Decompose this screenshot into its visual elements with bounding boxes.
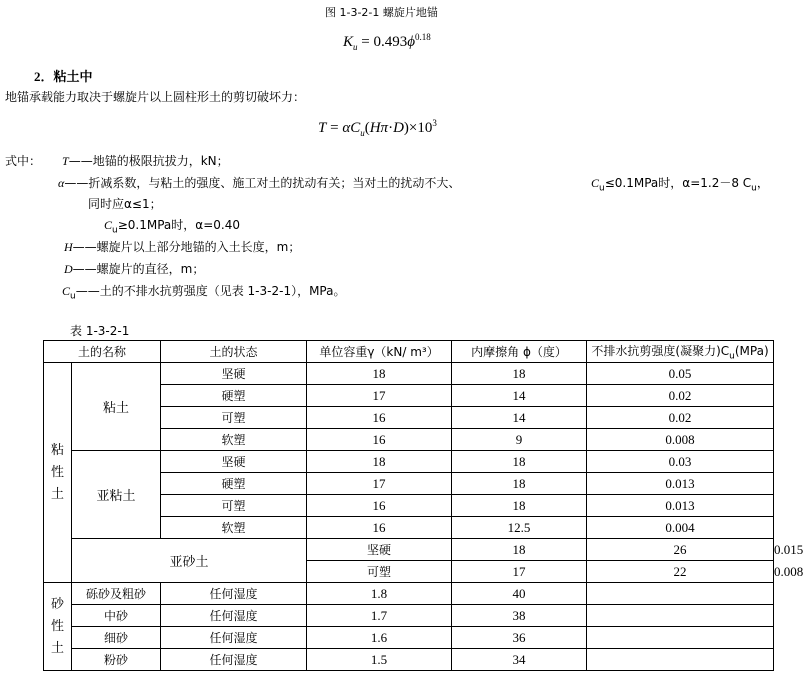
def-h-text: ——螺旋片以上部分地锚的入土长度，m；: [72, 240, 301, 254]
cell-gamma: 17: [307, 473, 452, 495]
group-sand-char: 土: [50, 640, 64, 656]
table-row: [44, 627, 774, 649]
cell-gamma: 16: [307, 429, 452, 451]
cell-gamma: 17: [307, 385, 452, 407]
group-sand: [44, 583, 72, 671]
table-row: [44, 583, 774, 605]
soil-subclay: 亚粘土: [72, 451, 161, 539]
cell-state: 软塑: [161, 429, 307, 451]
def-alpha-cond1-text: ≤0.1MPa时，: [604, 176, 683, 190]
formula-t-c-sub: u: [360, 128, 365, 138]
def-alpha-cond2-text: ≥0.1MPa时，: [117, 218, 196, 232]
cell-phi: 34: [452, 649, 587, 671]
formula-t-exp: 3: [432, 118, 437, 128]
cell-state: 坚硬: [161, 451, 307, 473]
cell-gamma: 1.8: [307, 583, 452, 605]
cell-soil-name: 粉砂: [72, 649, 161, 671]
cell-phi: 38: [452, 605, 587, 627]
cell-cu: 0.02: [587, 407, 774, 429]
cell-phi: 12.5: [452, 517, 587, 539]
cell-state: 可塑: [161, 495, 307, 517]
table-row: [44, 605, 774, 627]
formula-t-times: ×10: [408, 120, 433, 136]
header-soil-name: 土的名称: [44, 341, 161, 363]
def-cu-sub: u: [70, 291, 76, 302]
header-soil-state: 土的状态: [161, 341, 307, 363]
header-shear-strength: [587, 341, 774, 363]
cell-state: 硬塑: [161, 473, 307, 495]
formula-t-paren-close: ): [403, 120, 409, 136]
def-alpha-sym: α: [58, 176, 65, 190]
cell-cu: [587, 627, 774, 649]
cell-gamma: 16: [307, 407, 452, 429]
formula-t-pi: π: [380, 120, 389, 136]
def-alpha-line2: 同时应α≤1；: [88, 197, 162, 211]
cell-state: 任何湿度: [161, 583, 307, 605]
def-alpha-cond1-val-sub: u: [751, 183, 757, 194]
table-row: 亚砂土 坚硬 18 26 0.015: [44, 539, 774, 561]
cell-soil-name: 细砂: [72, 627, 161, 649]
formula-ku-rhs: = 0.493: [357, 34, 408, 50]
group-sand-char: 性: [50, 618, 64, 634]
table-row: [44, 451, 774, 473]
cell-phi: 36: [452, 627, 587, 649]
cell-phi: 14: [452, 407, 587, 429]
cell-phi: 18: [452, 473, 587, 495]
formula-ku-sub: u: [353, 42, 358, 52]
cell-phi: 40: [452, 583, 587, 605]
def-cu: [62, 282, 345, 301]
group-clay-char: 粘: [50, 442, 64, 458]
cell-state: 坚硬: [307, 539, 452, 561]
formula-t-h: H: [369, 120, 381, 136]
def-alpha-cond1: [591, 174, 769, 193]
cell-phi: 18: [452, 363, 587, 385]
def-t-sym: T: [62, 154, 69, 168]
soil-subsand: 亚砂土: [72, 539, 307, 583]
header-shear-strength-main: 不排水抗剪强度(凝聚力)C: [591, 343, 730, 358]
cell-cu: [587, 605, 774, 627]
cell-gamma: 17: [452, 561, 587, 583]
def-alpha-cond2-sub: u: [112, 225, 118, 236]
header-shear-strength-unit: (MPa): [734, 343, 769, 358]
def-alpha-cond2-c: C: [104, 218, 113, 232]
cell-state: 坚硬: [161, 363, 307, 385]
cell-cu: 0.008: [587, 429, 774, 451]
group-clay: [44, 363, 72, 583]
cell-phi: 26: [587, 539, 774, 561]
figure-caption: 图 1-3-2-1 螺旋片地锚: [325, 6, 438, 19]
cell-phi: 22: [587, 561, 774, 583]
formula-t-alpha: α: [342, 120, 351, 136]
cell-cu: 0.013: [587, 473, 774, 495]
header-shear-strength-sub: u: [729, 351, 735, 362]
cell-gamma: 18: [452, 539, 587, 561]
formula-t-c: C: [350, 120, 361, 136]
def-d-sym: D: [64, 262, 73, 276]
cell-state: 硬塑: [161, 385, 307, 407]
def-alpha-cond1-sub: u: [599, 183, 605, 194]
def-d-text: ——螺旋片的直径，m；: [72, 262, 205, 276]
def-alpha-cond1-val: α=1.2－8 C: [682, 176, 752, 190]
formula-t: [318, 118, 437, 138]
def-alpha-cond1-c: C: [591, 176, 600, 190]
cell-state: 任何湿度: [161, 605, 307, 627]
cell-state: 可塑: [307, 561, 452, 583]
header-friction-angle: 内摩擦角 ϕ（度）: [452, 341, 587, 363]
formula-ku-lhs: K: [343, 34, 354, 50]
def-alpha: [58, 174, 460, 191]
soil-clay: 粘土: [72, 363, 161, 451]
cell-phi: 18: [452, 451, 587, 473]
cell-cu: 0.02: [587, 385, 774, 407]
cell-state: 可塑: [161, 407, 307, 429]
cell-state: 任何湿度: [161, 649, 307, 671]
cell-soil-name: 中砂: [72, 605, 161, 627]
header-unit-weight: 单位容重γ（kN/ m³）: [307, 341, 452, 363]
section-heading: 2．粘土中: [34, 69, 93, 84]
table-row: [44, 649, 774, 671]
formula-ku-phi: ϕ: [407, 34, 415, 50]
formula-t-d: D: [393, 120, 404, 136]
cell-cu: [587, 583, 774, 605]
def-alpha-text: ——折减系数，与粘土的强度、施工对土的扰动有关；当对土的扰动不大、: [64, 176, 461, 190]
group-sand-char: 砂: [50, 596, 64, 612]
cell-gamma: 1.6: [307, 627, 452, 649]
def-alpha-cond2-val: α=0.40: [195, 218, 240, 232]
def-t: [62, 152, 229, 169]
def-d: [64, 260, 204, 277]
cell-phi: 9: [452, 429, 587, 451]
formula-ku-exp: 0.18: [415, 32, 431, 42]
def-cu-text: ——土的不排水抗剪强度（见表 1-3-2-1），MPa。: [75, 284, 346, 298]
cell-cu: 0.013: [587, 495, 774, 517]
formula-t-dot: ·: [388, 120, 394, 136]
cell-state: 任何湿度: [161, 627, 307, 649]
def-alpha-cond2: [104, 216, 240, 235]
def-alpha-cond1-end: ，: [756, 176, 769, 190]
cell-cu: 0.03: [587, 451, 774, 473]
cell-state: 软塑: [161, 517, 307, 539]
formula-t-paren-open: (: [364, 120, 370, 136]
def-prefix: 式中：: [5, 154, 42, 168]
cell-cu: [587, 649, 774, 671]
group-clay-char: 土: [50, 486, 64, 502]
cell-gamma: 1.7: [307, 605, 452, 627]
soil-table: [43, 340, 803, 671]
cell-gamma: 1.5: [307, 649, 452, 671]
cell-gamma: 16: [307, 517, 452, 539]
cell-cu: 0.05: [587, 363, 774, 385]
intro-text: 地锚承载能力取决于螺旋片以上圆柱形土的剪切破坏力：: [5, 90, 306, 104]
formula-t-eq: =: [326, 120, 343, 136]
def-t-text: ——地锚的极限抗拔力，kN；: [68, 154, 229, 168]
cell-soil-name: 砾砂及粗砂: [72, 583, 161, 605]
formula-ku: [343, 32, 431, 52]
cell-phi: 18: [452, 495, 587, 517]
def-cu-sym: C: [62, 284, 71, 298]
cell-cu: 0.004: [587, 517, 774, 539]
table-caption: 表 1-3-2-1: [70, 324, 130, 338]
table-header-row: [44, 341, 774, 363]
table-row: 可塑 17 22 0.008: [44, 561, 774, 583]
table-row: [44, 363, 774, 385]
group-clay-char: 性: [50, 464, 64, 480]
def-h: [64, 238, 300, 255]
formula-t-lhs: T: [318, 120, 327, 136]
def-h-sym: H: [64, 240, 73, 254]
cell-gamma: 18: [307, 451, 452, 473]
cell-gamma: 18: [307, 363, 452, 385]
cell-gamma: 16: [307, 495, 452, 517]
cell-phi: 14: [452, 385, 587, 407]
